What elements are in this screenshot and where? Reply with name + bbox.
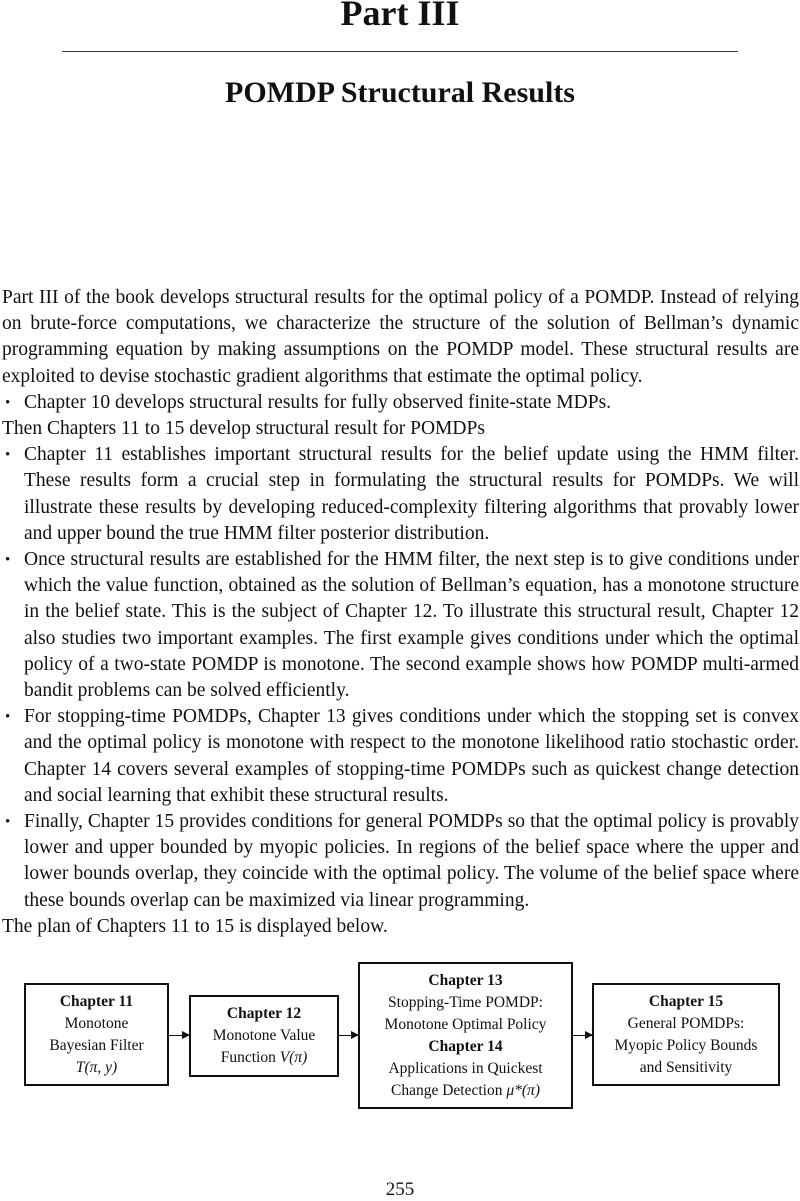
chapter-14-math: μ*(π): [506, 1081, 540, 1099]
page-number: 255: [385, 1179, 415, 1200]
chapter-14-line1: Applications in Quickest: [388, 1059, 543, 1077]
list-item: • For stopping-time POMDPs, Chapter 13 gives conditions under which the stopping set is convex and the optimal policy is monotone with respect to the monotone likelihood ratio stochastic order. Chapter 14 covers several examples of stopping-time POMDPs such as quickest change detection and social learning that exhibit these structural results.: [5, 706, 799, 806]
chapter-15-line1: General POMDPs:: [627, 1014, 745, 1032]
arrow-11-to-12: [169, 1035, 189, 1036]
list-item: • Chapter 11 establishes important structural results for the belief update using the HMM filter. These results form a crucial step in formulating the structural results for POMDPs. We will illustrate these results by developing reduced-complexity filtering algorithms that provably lower and upper bound the true HMM filter posterior distribution.: [5, 444, 799, 544]
chapter-11-title: Chapter 11: [59, 992, 134, 1010]
chapter-15-box: [592, 983, 780, 1086]
arrow-13-to-15: [573, 1035, 592, 1036]
chapter-11-line1: Monotone: [64, 1014, 129, 1032]
title-rule: [62, 51, 738, 52]
list-item: • Once structural results are established for the HMM filter, the next step is to give conditions under which the value function, obtained as the solution of Bellman’s equation, has a monotone structure in the belief state. This is the subject of Chapter 12. To illustrate this structural result, Chapter 12 also studies two important examples. The first example gives conditions under which the optimal policy of a two-state POMDP is monotone. The second example shows how POMDP multi-armed bandit problems can be solved efficiently.: [5, 549, 799, 702]
chapter-11-math: T(π, y): [75, 1058, 118, 1076]
chapter-12-line2-row: [221, 1047, 308, 1069]
plan-line: The plan of Chapters 11 to 15 is displayed below.: [2, 915, 388, 937]
bullet-icon: •: [5, 709, 11, 726]
bullet-list-first: [2, 390, 799, 416]
section-title: POMDP Structural Results: [225, 76, 575, 109]
chapter-12-math: V(π): [279, 1049, 308, 1066]
chapter-13-14-box: [358, 962, 573, 1109]
chapter-12-box: [189, 995, 339, 1077]
chapter-12-line2: Function: [220, 1049, 276, 1066]
chapter-13-line2: Monotone Optimal Policy: [384, 1015, 547, 1033]
chapter-15-line2: Myopic Policy Bounds: [614, 1036, 758, 1054]
chapter-12-title: Chapter 12: [226, 1005, 302, 1022]
intro-paragraph: Part III of the book develops structural results for the optimal policy of a POMDP. Instead of relying on brute-force computations, we characterize the structure of the solution of Bellman’s dynamic programming equation by making assumptions on the POMDP model. These structural results are exploited to devise stochastic gradient algorithms that estimate the optimal policy.: [2, 287, 799, 387]
arrow-12-to-13: [339, 1035, 358, 1036]
chapter-12-line1: Monotone Value: [212, 1027, 316, 1044]
body-text: [2, 285, 799, 940]
chapter-15-title: Chapter 15: [648, 992, 724, 1010]
bullet-icon: •: [5, 447, 11, 464]
bullet-list: [2, 442, 799, 914]
bullet-icon: •: [5, 814, 11, 831]
chapter-13-title: Chapter 13: [428, 971, 503, 989]
chapter-14-line2: Change Detection: [391, 1081, 503, 1099]
chapter-15-line3: and Sensitivity: [639, 1058, 733, 1076]
bullet-icon: •: [5, 552, 11, 569]
chapter-14-title: Chapter 14: [428, 1037, 503, 1055]
chapter-13-line1: Stopping-Time POMDP:: [388, 993, 543, 1011]
list-item: • Chapter 10 develops structural results for fully observed finite-state MDPs.: [2, 390, 799, 416]
part-title: Part III: [340, 0, 460, 33]
chapter-14-line2-row: [391, 1080, 540, 1102]
chapter-11-line2: Bayesian Filter: [49, 1036, 144, 1054]
then-line: Then Chapters 11 to 15 develop structural result for POMDPs: [2, 418, 485, 440]
chapter-11-box: [24, 983, 169, 1086]
list-item: • Finally, Chapter 15 provides conditions for general POMDPs so that the optimal policy is provably lower and upper bounded by myopic policies. In regions of the belief space where the upper and lower bounds overlap, they coincide with the optimal policy. The volume of the belief space where these bounds overlap can be maximized via linear programming.: [5, 811, 799, 911]
bullet-icon: •: [5, 394, 11, 411]
